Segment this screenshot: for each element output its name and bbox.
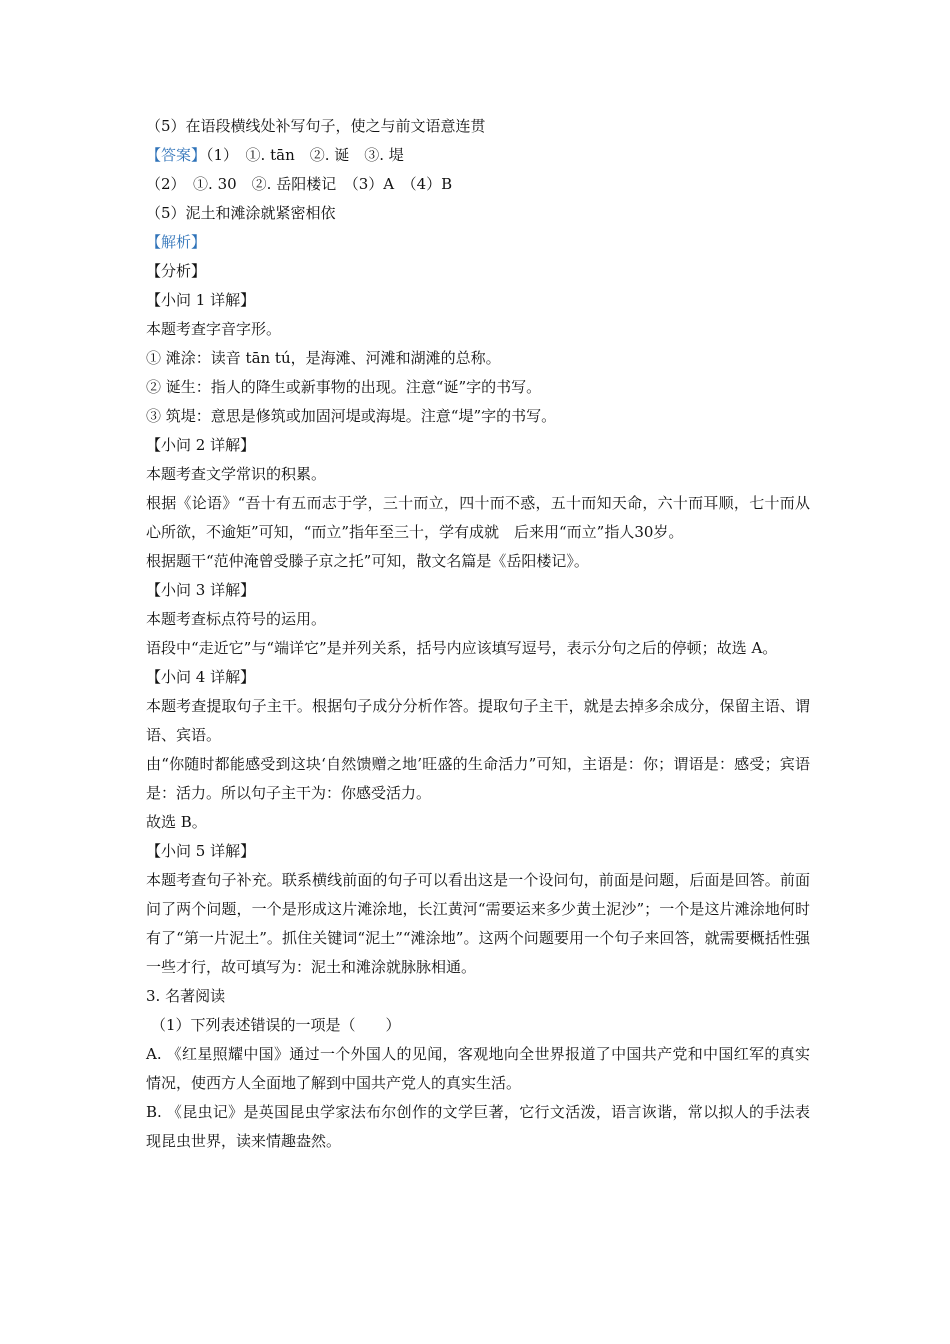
- question-3-title: 3. 名著阅读: [146, 987, 226, 1005]
- sub-question-4-paragraph: 由“你随时都能感受到这块‘自然馈赠之地’旺盛的生命活力”可知，主语是：你；谓语是：感受；宾语是：活力。所以句子主干为：你感受活力。: [146, 755, 810, 802]
- sub-question-2-title: 【小问 2 详解】: [146, 436, 256, 454]
- sub-question-3-title: 【小问 3 详解】: [146, 581, 256, 599]
- sub-question-5-paragraph: 本题考查句子补充。联系横线前面的句子可以看出这是一个设问句，前面是问题，后面是回答。前面问了两个问题，一个是形成这片滩涂地，长江黄河“需要运来多少黄土泥沙”；一个是这片滩涂地何时有了“第一片泥土”。抓住关键词“泥土”“滩涂地”。这两个问题要用一个句子来回答，就需要概括性强一些才行，故可填写为：泥土和滩涂就脉脉相通。: [146, 871, 810, 976]
- answer-line-3: （5）泥土和滩涂就紧密相依: [146, 204, 336, 222]
- answer-tag: 【答案】: [146, 146, 207, 164]
- sub-question-4-paragraph: 本题考查提取句子主干。根据句子成分分析作答。提取句子主干，就是去掉多余成分，保留主语、谓语、宾语。: [146, 697, 810, 744]
- answer-line-2: （2） ①. 30 ②. 岳阳楼记 （3）A （4）B: [146, 175, 453, 193]
- answer-text-1: （1） ①. tān ②. 诞 ③. 堤: [206, 146, 404, 164]
- sub-question-4-paragraph: 故选 B。: [146, 813, 207, 831]
- sub-question-1-title: 【小问 1 详解】: [146, 291, 256, 309]
- sub-question-5-title: 【小问 5 详解】: [146, 842, 256, 860]
- sub-question-1-item: ② 诞生：指人的降生或新事物的出现。注意“诞”字的书写。: [146, 378, 542, 396]
- document-page: [146, 112, 810, 1156]
- option-a: A. 《红星照耀中国》通过一个外国人的见闻，客观地向全世界报道了中国共产党和中国红军的真实情况，使西方人全面地了解到中国共产党人的真实生活。: [146, 1045, 810, 1092]
- sub-question-2-paragraph: 根据题干“范仲淹曾受滕子京之托”可知，散文名篇是《岳阳楼记》。: [146, 552, 589, 570]
- question-3-sub-1: （1）下列表述错误的一项是（ ）: [151, 1016, 401, 1034]
- analysis-tag: 【解析】: [146, 233, 207, 251]
- sub-question-3-intro: 本题考查标点符号的运用。: [146, 610, 327, 628]
- answer-line-1: [146, 141, 810, 170]
- question-5-prompt: （5）在语段横线处补写句子，使之与前文语意连贯: [146, 117, 486, 135]
- sub-question-2-paragraph: 根据《论语》“吾十有五而志于学，三十而立，四十而不惑，五十而知天命，六十而耳顺，七十而从心所欲，不逾矩”可知，“而立”指年至三十，学有成就 后来用“而立”指人30岁。: [146, 494, 810, 541]
- sub-question-1-item: ③ 筑堤：意思是修筑或加固河堤或海堤。注意“堤”字的书写。: [146, 407, 557, 425]
- option-b: B. 《昆虫记》是英国昆虫学家法布尔创作的文学巨著，它行文活泼，语言诙谐，常以拟人的手法表现昆虫世界，读来情趣盎然。: [146, 1103, 810, 1150]
- sub-question-3-paragraph: 语段中“走近它”与“端详它”是并列关系，括号内应该填写逗号，表示分句之后的停顿；故选 A。: [146, 639, 778, 657]
- sub-question-2-intro: 本题考查文学常识的积累。: [146, 465, 327, 483]
- sub-question-4-title: 【小问 4 详解】: [146, 668, 256, 686]
- analysis-heading: 【分析】: [146, 262, 207, 280]
- sub-question-1-intro: 本题考查字音字形。: [146, 320, 282, 338]
- sub-question-1-item: ① 滩涂：读音 tān tú，是海滩、河滩和湖滩的总称。: [146, 349, 501, 367]
